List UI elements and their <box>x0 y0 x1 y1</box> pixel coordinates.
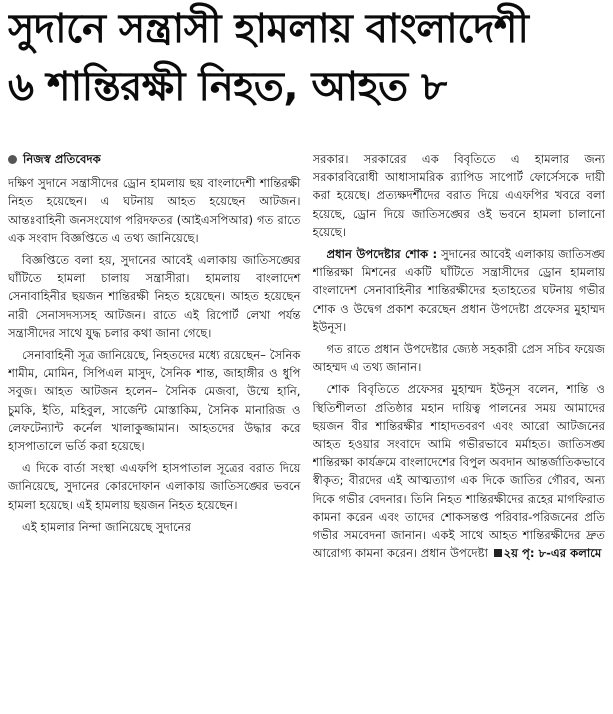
square-icon <box>494 549 502 557</box>
article-body <box>8 150 605 710</box>
paragraph <box>313 380 606 562</box>
paragraph: সেনাবাহিনী সূত্র জানিয়েছে, নিহতদের মধ্যে রয়েছেন– সৈনিক শামীম, মোমিন, সিপিএল মাসুদ, সৈনিক শান্ত, জাহাঙ্গীর ও ধুপি সবুজ। আহত আটজন হলেন– সৈনিক মেজবা, উম্মে হানি, চুমকি, ইতি, মহিবুল, সার্জেন্ট মোস্তাকিম, সৈনিক মানারিজ ও লেফটেন্যান্ট কর্নেল খালাকুজ্জামান। আহতদের উদ্ধার করে হাসপাতালে ভর্তি করা হয়েছে। <box>8 348 301 454</box>
byline-text: নিজস্ব প্রতিবেদক <box>23 152 101 166</box>
paragraph-text: শোক বিবৃতিতে প্রফেসর মুহাম্মদ ইউনূস বলেন, শান্তি ও স্থিতিশীলতা প্রতিষ্ঠার মহান দায়িত্ব পালনের সময় আমাদের ছয়জন বীর শান্তিরক্ষীর শাহাদতবরণ এবং আরো আটজনের আহত হওয়ার সংবাদে আমি গভীরভাবে মর্মাহত। জাতিসঙ্ঘ শান্তিরক্ষা কার্যক্রমে বাংলাদেশের বিপুল অবদান আন্তর্জাতিকভাবে স্বীকৃত; বীরদের এই আত্মত্যাগ এক দিকে জাতির গৌরব, অন্য দিকে গভীর বেদনার। তিনি নিহত শান্তিরক্ষীদের রূহের মাগফিরাত কামনা করেন এবং তাদের শোকসন্তপ্ত পরিবার-পরিজনের প্রতি গভীর সমবেদনা জানান। একই সাথে আহত শান্তিরক্ষীদের দ্রুত আরোগ্য কামনা করেন। প্রধান উপদেষ্টা <box>312 382 605 561</box>
paragraph: এ দিকে বার্তা সংস্থা এএফপি হাসপাতাল সূত্রের বরাত দিয়ে জানিয়েছে, সুদানের কোরদোফান এলাকায় জাতিসঙ্ঘের ভবনে হামলা হয়েছে। এই হামলায় ছয়জন নিহত হয়েছেন। <box>8 461 301 512</box>
right-column <box>313 150 606 710</box>
paragraph: এই হামলার নিন্দা জানিয়েছে সুদানের <box>22 519 191 534</box>
paragraph: বিজ্ঞপ্তিতে বলা হয়, সুদানের আবেই এলাকায় জাতিসঙ্ঘের ঘাঁটিতে হামলা চালায় সন্ত্রাসীরা। হামলায় বাংলাদেশ সেনাবাহিনীর ছয়জন শান্তিরক্ষী নিহত হয়েছেন। আহত হয়েছেন নারী সেনাসদস্যসহ আটজন। রাতে এই রিপোর্ট লেখা পর্যন্ত সন্ত্রাসীদের সাথে যুদ্ধ চলার কথা জানা গেছে। <box>8 253 301 340</box>
jump-line: ২য় পৃ: ৮-এর কলামে <box>503 546 602 561</box>
paragraph: গত রাতে প্রধান উপদেষ্টার জ্যেষ্ঠ সহকারী প্রেস সচিব ফয়েজ আহম্মদ এ তথ্য জানান। <box>312 342 605 375</box>
paragraph-text: সুদানের আবেই এলাকায় জাতিসঙ্ঘ শান্তিরক্ষা মিশনের একটি ঘাঁটিতে সন্ত্রাসীদের ড্রোন হামলায় বাংলাদেশ সেনাবাহিনীর শান্তিরক্ষীদের হতাহতের ঘটনায় গভীর শোক ও উদ্বেগ প্রকাশ করেছেন প্রধান উপদেষ্টা প্রফেসর মুহাম্মদ ইউনূস। <box>312 247 605 334</box>
headline-line-2: ৬ শান্তিরক্ষী নিহত, আহত ৮ <box>8 64 447 110</box>
paragraph: সরকার। সরকারের এক বিবৃতিতে এ হামলার জন্য সরকারবিরোধী আধাসামরিক র‍্যাপিড সাপোর্ট ফোর্সেসকে দায়ী করা হয়েছে। প্রত্যক্ষদর্শীদের বরাত দিয়ে এএফপির খবরে বলা হয়েছে, ড্রোন দিয়ে জাতিসঙ্ঘের ওই ভবনে হামলা চালানো হয়েছে। <box>312 152 605 239</box>
headline-line-1: সুদানে সন্ত্রাসী হামলায় বাংলাদেশী <box>8 6 529 52</box>
paragraph <box>313 245 606 336</box>
subhead: প্রধান উপদেষ্টার শোক : <box>326 247 438 262</box>
left-column <box>8 150 301 710</box>
bullet-icon <box>8 155 17 164</box>
byline <box>8 150 301 168</box>
headline <box>8 0 605 116</box>
paragraph: দক্ষিণ সুদানে সন্ত্রাসীদের ড্রোন হামলায় ছয় বাংলাদেশী শান্তিরক্ষী নিহত হয়েছেন। এ ঘটনায় আহত হয়েছেন আটজন। আন্তঃবাহিনী জনসংযোগ পরিদফতর (আইএসপিআর) গত রাতে এক সংবাদ বিজ্ঞপ্তিতে এ তথ্য জানিয়েছে। <box>8 176 301 245</box>
